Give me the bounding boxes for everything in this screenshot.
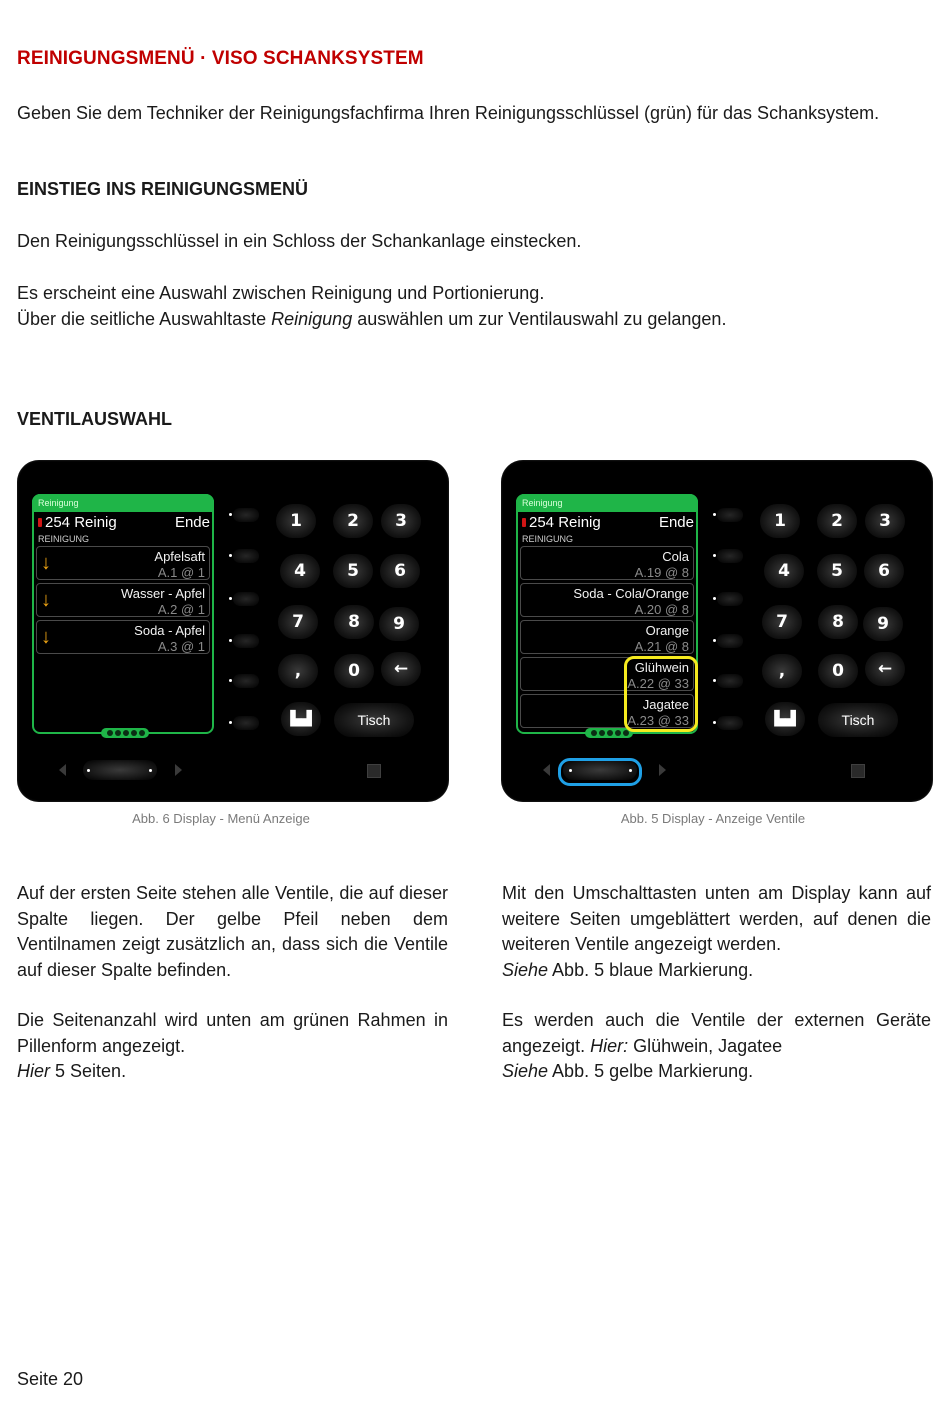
- valve-row[interactable]: [520, 620, 694, 654]
- valve-name: Wasser - Apfel: [120, 586, 205, 601]
- valve-name: Soda - Apfel: [134, 623, 205, 638]
- caption-figure-6: Abb. 6 Display - Menü Anzeige: [132, 811, 310, 826]
- intro-text: Geben Sie dem Techniker der Reinigungsfachfirma Ihren Reinigungsschlüssel (grün) für das Schanksystem.: [17, 103, 880, 123]
- valve-name: Orange: [645, 623, 689, 638]
- caption-figure-5: Abb. 5 Display - Anzeige Ventile: [620, 811, 806, 826]
- valve-name: Apfelsaft: [154, 549, 205, 564]
- right-p1b-rest: Abb. 5 blaue Markierung.: [548, 959, 754, 980]
- page-indicator: [101, 728, 149, 738]
- fullscreen-icon[interactable]: ▙▟: [281, 702, 321, 736]
- page-indicator: [585, 728, 633, 738]
- left-p3-italic: Hier: [17, 1061, 51, 1081]
- entry-p3-italic: Reinigung: [271, 309, 353, 329]
- right-p2-after: Glühwein, Jagatee: [628, 1035, 783, 1056]
- right-column-p1: [502, 881, 931, 983]
- blue-highlight-page-switch: [558, 758, 642, 786]
- heading-valves: VENTILAUSWAHL: [17, 409, 172, 429]
- valve-address: A.20 @ 8: [634, 602, 689, 617]
- arrow-down-icon: ↓: [41, 552, 51, 574]
- table-button[interactable]: Tisch: [334, 703, 414, 737]
- screen-sub-label: REINIGUNG: [38, 534, 90, 544]
- valve-address: A.21 @ 8: [634, 639, 689, 654]
- status-left: [522, 514, 601, 531]
- arrow-down-icon: ↓: [41, 589, 51, 611]
- key-2[interactable]: 2: [333, 504, 373, 538]
- valve-address: A.2 @ 1: [157, 602, 205, 617]
- key-3[interactable]: 3: [381, 504, 421, 538]
- key-comma[interactable]: ,: [278, 654, 318, 688]
- key-backspace[interactable]: ←: [381, 652, 421, 686]
- key-9[interactable]: 9: [379, 607, 419, 641]
- side-select-button[interactable]: [233, 716, 259, 730]
- side-select-button[interactable]: [233, 634, 259, 648]
- page-number: Seite 20: [17, 1369, 84, 1389]
- entry-p3-after: auswählen um zur Ventilauswahl zu gelangen.: [352, 309, 727, 329]
- end-button[interactable]: Ende: [174, 514, 210, 531]
- screen-header: Reinigung: [32, 494, 214, 512]
- key-6[interactable]: 6: [864, 554, 904, 588]
- square-button[interactable]: [851, 764, 865, 778]
- valve-name: Jagatee: [642, 697, 689, 712]
- valve-name: Glühwein: [634, 660, 689, 675]
- key-6[interactable]: 6: [380, 554, 420, 588]
- left-p2-text: Die Seitenanzahl wird unten am grünen Rahmen in Pillenform angezeigt.: [17, 1010, 448, 1056]
- left-p3-rest: 5 Seiten.: [50, 1061, 127, 1081]
- right-p3-rest: Abb. 5 gelbe Markierung.: [548, 1061, 754, 1081]
- key-4[interactable]: 4: [764, 554, 804, 588]
- key-9[interactable]: 9: [863, 607, 903, 641]
- valve-row[interactable]: [36, 583, 210, 617]
- key-indicator-icon: [522, 518, 526, 527]
- valve-row[interactable]: [520, 546, 694, 580]
- right-p1b-italic: Siehe: [502, 959, 549, 980]
- right-p3: [502, 1059, 931, 1085]
- valve-address: A.22 @ 33: [627, 676, 689, 691]
- key-8[interactable]: 8: [334, 605, 374, 639]
- right-p2-text: [502, 1008, 931, 1059]
- screen-status-row: [522, 512, 694, 532]
- left-column-p2: [17, 1008, 448, 1085]
- end-button[interactable]: Ende: [658, 514, 694, 531]
- fullscreen-icon[interactable]: ▙▟: [765, 702, 805, 736]
- right-p1b: [502, 958, 931, 984]
- yellow-highlight-external-valves: [624, 656, 698, 732]
- display-device-valves: [501, 460, 933, 802]
- chevron-left-icon[interactable]: [59, 764, 66, 776]
- side-select-button[interactable]: [233, 508, 259, 522]
- table-button[interactable]: Tisch: [818, 703, 898, 737]
- side-select-button[interactable]: [717, 549, 743, 563]
- key-3[interactable]: 3: [865, 504, 905, 538]
- right-p1-text: Mit den Umschalttasten unten am Display kann auf weitere Seiten umgeblättert werden, auf denen die weiteren Ventile angezeigt werden.: [502, 883, 931, 954]
- key-indicator-icon: [38, 518, 42, 527]
- key-7[interactable]: 7: [762, 605, 802, 639]
- right-p2-before: Es werden auch die Ventile der externen Geräte angezeigt.: [502, 1010, 931, 1056]
- valve-row[interactable]: [36, 546, 210, 580]
- chevron-right-icon[interactable]: [175, 764, 182, 776]
- side-select-button[interactable]: [233, 674, 259, 688]
- arrow-down-icon: ↓: [41, 626, 51, 648]
- display-device-menu: [17, 460, 449, 802]
- entry-paragraph-1: Den Reinigungsschlüssel in ein Schloss der Schankanlage einstecken.: [17, 231, 582, 251]
- valve-address: A.3 @ 1: [157, 639, 205, 654]
- key-5[interactable]: 5: [333, 554, 373, 588]
- chevron-right-icon[interactable]: [659, 764, 666, 776]
- screen-header: Reinigung: [516, 494, 698, 512]
- key-5[interactable]: 5: [817, 554, 857, 588]
- key-2[interactable]: 2: [817, 504, 857, 538]
- key-1[interactable]: 1: [276, 504, 316, 538]
- right-p3-italic: Siehe: [502, 1061, 549, 1081]
- valve-row[interactable]: [520, 583, 694, 617]
- valve-row[interactable]: [36, 620, 210, 654]
- key-4[interactable]: 4: [280, 554, 320, 588]
- side-select-button[interactable]: [717, 716, 743, 730]
- side-select-button[interactable]: [233, 549, 259, 563]
- right-column-p2: [502, 1008, 931, 1085]
- side-select-button[interactable]: [233, 592, 259, 606]
- side-select-button[interactable]: [717, 634, 743, 648]
- left-column-p1: Auf der ersten Seite stehen alle Ventile, die auf dieser Spalte liegen. Der gelbe Pfeil neben dem Ventilnamen zeigt zusätzlich an, dass sich die Ventile auf dieser Spalte befinden.: [17, 883, 448, 980]
- status-left-label: 254 Reinig: [45, 514, 117, 531]
- key-0[interactable]: 0: [334, 654, 374, 688]
- page-title: REINIGUNGSMENÜ · VISO SCHANKSYSTEM: [17, 48, 424, 69]
- key-1[interactable]: 1: [760, 504, 800, 538]
- entry-paragraph-2: Es erscheint eine Auswahl zwischen Reinigung und Portionierung.: [17, 283, 545, 303]
- entry-p3-before: Über die seitliche Auswahltaste: [17, 309, 272, 329]
- screen-status-row: [38, 512, 210, 532]
- status-left: [38, 514, 117, 531]
- right-p2-italic: Hier:: [590, 1035, 629, 1056]
- valve-address: A.1 @ 1: [157, 565, 205, 580]
- left-p3: [17, 1059, 448, 1085]
- side-select-button[interactable]: [717, 674, 743, 688]
- valve-address: A.19 @ 8: [634, 565, 689, 580]
- square-button[interactable]: [367, 764, 381, 778]
- screen-sub-label: REINIGUNG: [522, 534, 574, 544]
- heading-entry: EINSTIEG INS REINIGUNGSMENÜ: [17, 179, 309, 199]
- valve-address: A.23 @ 33: [627, 713, 689, 728]
- page-switch-button[interactable]: [83, 760, 157, 780]
- entry-paragraph-3: [17, 307, 726, 333]
- status-left-label: 254 Reinig: [529, 514, 601, 531]
- valve-name: Cola: [662, 549, 689, 564]
- valve-name: Soda - Cola/Orange: [573, 586, 689, 601]
- key-comma[interactable]: ,: [762, 654, 802, 688]
- chevron-left-icon[interactable]: [543, 764, 550, 776]
- side-select-button[interactable]: [717, 592, 743, 606]
- key-7[interactable]: 7: [278, 605, 318, 639]
- side-select-button[interactable]: [717, 508, 743, 522]
- key-backspace[interactable]: ←: [865, 652, 905, 686]
- key-0[interactable]: 0: [818, 654, 858, 688]
- key-8[interactable]: 8: [818, 605, 858, 639]
- display-screen: [32, 494, 214, 734]
